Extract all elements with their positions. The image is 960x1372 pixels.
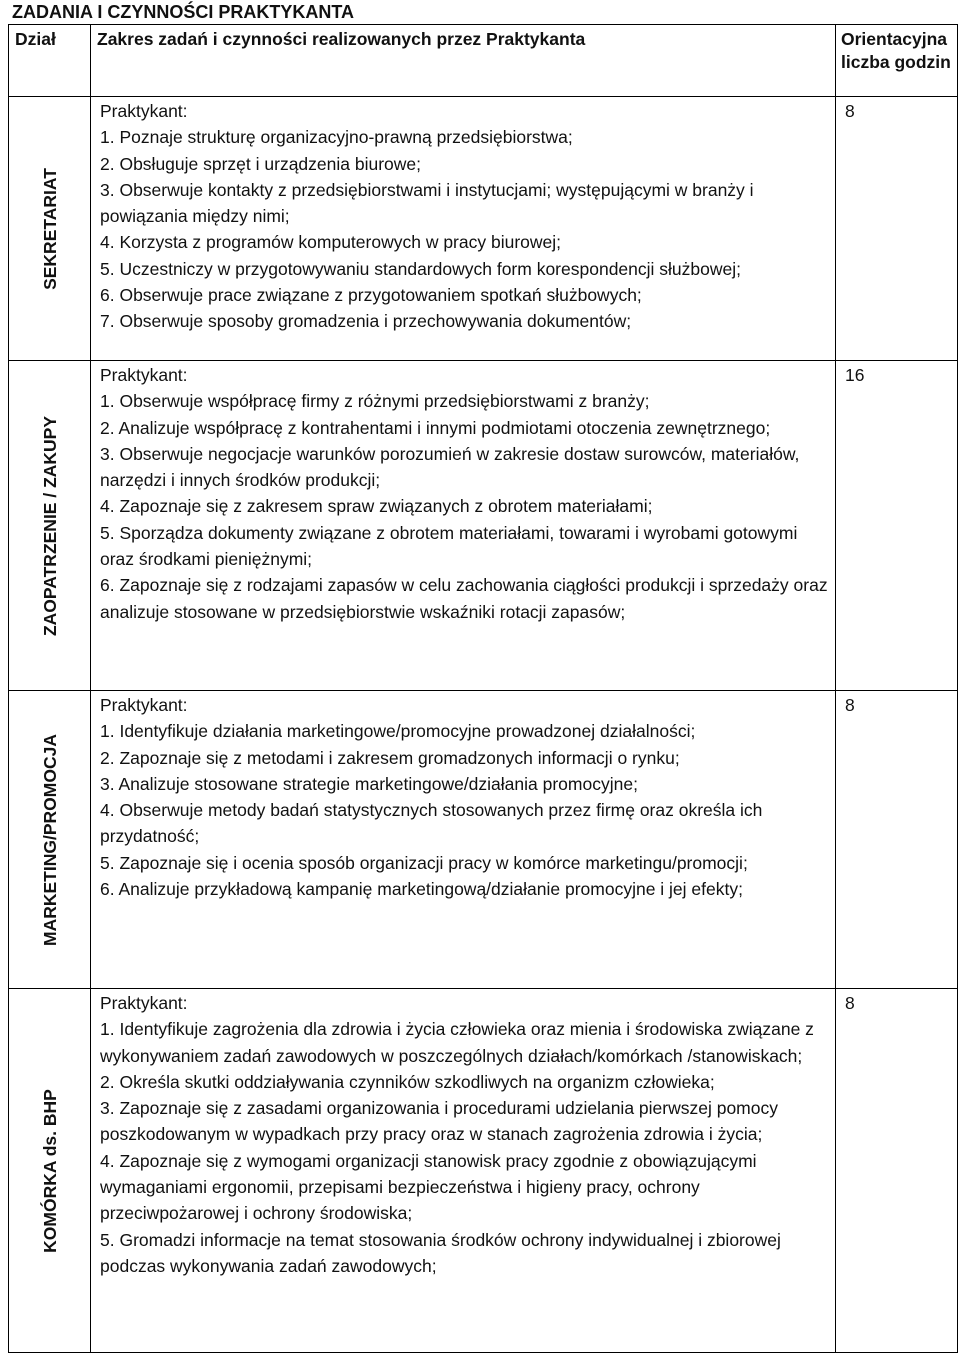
table-row <box>9 97 958 361</box>
hours-value: 8 <box>845 101 855 121</box>
hours-value: 8 <box>845 695 855 715</box>
hours-cell <box>836 989 958 1353</box>
task-item: 4. Korzysta z programów komputerowych w pracy biurowej; <box>100 232 562 253</box>
task-item: 5. Sporządza dokumenty związane z obrotem materiałami, towarami i wyrobami gotowymi oraz środkami pieniężnymi; <box>100 522 798 570</box>
hours-value: 16 <box>845 365 865 385</box>
task-item: 1. Poznaje strukturę organizacyjno-prawną przedsiębiorstwa; <box>100 127 573 148</box>
table-row <box>9 691 958 989</box>
task-item: 5. Gromadzi informacje na temat stosowania środków ochrony indywidualnej i zbiorowej podczas wykonywania zadań zawodowych; <box>100 1229 781 1276</box>
department-cell <box>9 361 91 691</box>
tasks-intro: Praktykant: <box>100 365 188 385</box>
task-item: 1. Identyfikuje zagrożenia dla zdrowia i życia człowieka oraz mienia i środowiska związane z wykonywaniem zadań zawodowych w poszczególnych działach/komórkach /stanowiskach; <box>100 1019 814 1066</box>
hours-cell <box>836 97 958 361</box>
header-tasks: Zakres zadań i czynności realizowanych przez Praktykanta <box>91 25 836 97</box>
hours-value: 8 <box>845 993 855 1013</box>
table-header-row <box>9 25 958 97</box>
tasks-cell <box>91 989 836 1353</box>
table-row <box>9 361 958 691</box>
tasks-cell <box>91 97 836 361</box>
department-label: ZAOPATRZENIE / ZAKUPY <box>39 415 60 636</box>
tasks-cell <box>91 691 836 989</box>
tasks-table <box>8 24 958 1353</box>
task-item: 2. Obsługuje sprzęt i urządzenia biurowe; <box>100 153 422 174</box>
task-item: 2. Zapoznaje się z metodami i zakresem gromadzonych informacji o rynku; <box>100 747 680 768</box>
tasks-intro: Praktykant: <box>100 993 188 1013</box>
task-item: 6. Zapoznaje się z rodzajami zapasów w celu zachowania ciągłości produkcji i sprzedaży oraz analizuje stosowane w przedsiębiorstwie wskaźniki rotacji zapasów; <box>100 575 828 622</box>
hours-cell <box>836 361 958 691</box>
tasks-cell <box>91 361 836 691</box>
task-item: 1. Identyfikuje działania marketingowe/promocyjne prowadzonej działalności; <box>100 721 696 742</box>
header-hours: Orientacyjna liczba godzin <box>836 25 958 97</box>
header-department: Dział <box>9 25 91 97</box>
task-item: 1. Obserwuje współpracę firmy z różnymi przedsiębiorstwami z branży; <box>100 391 650 412</box>
table-row <box>9 989 958 1353</box>
tasks-intro: Praktykant: <box>100 101 188 121</box>
department-cell <box>9 691 91 989</box>
task-item: 6. Obserwuje prace związane z przygotowaniem spotkań służbowych; <box>100 285 642 306</box>
task-item: 4. Zapoznaje się z zakresem spraw związanych z obrotem materiałami; <box>100 496 653 517</box>
task-item: 3. Obserwuje kontakty z przedsiębiorstwami i instytucjami; występującymi w branży i powiązania między nimi; <box>100 179 754 227</box>
task-item: 5. Uczestniczy w przygotowywaniu standardowych form korespondencji służbowej; <box>100 258 741 279</box>
task-item: 2. Określa skutki oddziaływania czynników szkodliwych na organizm człowieka; <box>100 1071 715 1092</box>
hours-cell <box>836 691 958 989</box>
task-item: 7. Obserwuje sposoby gromadzenia i przechowywania dokumentów; <box>100 311 632 332</box>
department-label: SEKRETARIAT <box>39 167 60 290</box>
tasks-intro: Praktykant: <box>100 695 188 715</box>
document-title: ZADANIA I CZYNNOŚCI PRAKTYKANTA <box>12 2 354 22</box>
department-label: KOMÓRKA ds. BHP <box>39 1088 60 1253</box>
task-item: 3. Zapoznaje się z zasadami organizowania i procedurami udzielania pierwszej pomocy poszkodowanym w wypadkach przy pracy oraz w stanach zagrożenia zdrowia i życia; <box>100 1098 778 1145</box>
task-item: 6. Analizuje przykładową kampanię marketingową/działanie promocyjne i jej efekty; <box>100 879 743 900</box>
task-item: 3. Obserwuje negocjacje warunków porozumień w zakresie dostaw surowców, materiałów, narzędzi i innych środków produkcji; <box>100 443 800 491</box>
task-item: 2. Analizuje współpracę z kontrahentami i innymi podmiotami otoczenia zewnętrznego; <box>100 417 771 438</box>
task-item: 4. Zapoznaje się z wymogami organizacji stanowisk pracy zgodnie z obowiązującymi wymaganiami ergonomii, przepisami bezpieczeństwa i higieny pracy, ochrony przeciwpożarowej i ochrony środowiska; <box>100 1150 757 1224</box>
task-item: 3. Analizuje stosowane strategie marketingowe/działania promocyjne; <box>100 773 638 794</box>
department-label: MARKETING/PROMOCJA <box>39 733 60 946</box>
task-item: 4. Obserwuje metody badań statystycznych stosowanych przez firmę oraz określa ich przydatność; <box>100 800 763 847</box>
task-item: 5. Zapoznaje się i ocenia sposób organizacji pracy w komórce marketingu/promocji; <box>100 852 748 873</box>
department-cell <box>9 97 91 361</box>
department-cell <box>9 989 91 1353</box>
